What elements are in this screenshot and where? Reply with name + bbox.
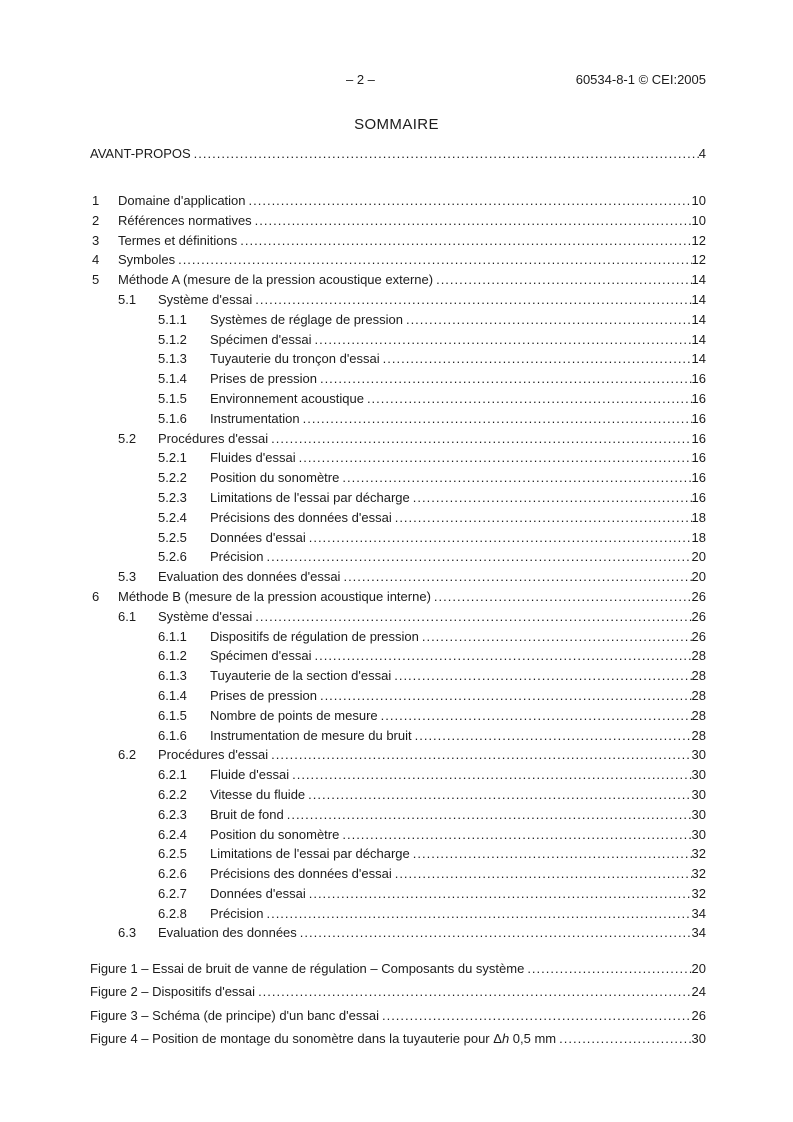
toc-entry xyxy=(90,706,706,726)
toc-entry-label: Domaine d'application xyxy=(118,193,246,208)
toc-front-matter xyxy=(90,144,706,164)
toc-entry xyxy=(90,349,706,369)
toc-entry-page: 16 xyxy=(691,450,706,466)
toc-figure-label xyxy=(90,957,524,980)
dot-leader xyxy=(434,587,692,607)
toc-entry-page: 14 xyxy=(691,331,706,347)
toc-entry-page: 10 xyxy=(691,193,706,208)
toc-figure-page: 20 xyxy=(691,961,706,976)
toc-figure-page: 24 xyxy=(691,984,706,1000)
dot-leader xyxy=(395,508,692,528)
toc-entry xyxy=(90,468,706,488)
dot-leader xyxy=(342,468,691,488)
toc-entry-label: Systèmes de réglage de pression xyxy=(210,311,403,327)
toc-entry xyxy=(90,508,706,528)
toc-entry xyxy=(90,686,706,706)
toc-entry-page: 26 xyxy=(691,628,706,644)
toc-entry-label: Système d'essai xyxy=(158,291,253,307)
dot-leader xyxy=(194,144,699,164)
toc-entry-label: Précisions des données d'essai xyxy=(210,866,392,882)
toc-entry xyxy=(90,488,706,508)
toc-entry-number: 6.2.7 xyxy=(158,885,187,901)
toc-entry-label: Méthode B (mesure de la pression acoustique interne) xyxy=(118,588,431,604)
toc-entry-page: 16 xyxy=(691,390,706,406)
dot-leader xyxy=(320,686,692,706)
toc-entry-page: 10 xyxy=(691,212,706,228)
toc-figure-label-part: Figure 1 – Essai de bruit de vanne de régulation – Composants du système xyxy=(90,961,525,976)
toc-entry xyxy=(90,884,706,904)
dot-leader xyxy=(415,726,692,746)
toc-entry-page: 32 xyxy=(691,866,706,882)
dot-leader xyxy=(436,270,691,290)
dot-leader xyxy=(271,429,691,449)
toc-entry-label: Spécimen d'essai xyxy=(210,648,312,664)
toc-entry xyxy=(90,310,706,330)
toc-entry-label: Symboles xyxy=(118,252,176,268)
toc-entry-label: Fluide d'essai xyxy=(210,767,290,783)
page-title: SOMMAIRE xyxy=(354,116,439,133)
dot-leader xyxy=(559,1027,691,1050)
toc-figure-label xyxy=(90,1027,556,1050)
toc-entry-number: 6.1.3 xyxy=(158,668,187,684)
toc-entry-number: 5.1.1 xyxy=(158,311,187,327)
toc-entry-number: 6.3 xyxy=(118,925,137,941)
toc-figure-label xyxy=(90,1004,379,1027)
toc-figure-page: 30 xyxy=(691,1031,706,1047)
toc-entry-number: 5.2.4 xyxy=(158,509,187,525)
toc-entry-page: 28 xyxy=(691,668,706,684)
toc-entry-number: 5.2.5 xyxy=(158,529,187,545)
toc-entry-page: 30 xyxy=(691,806,706,822)
toc-entry xyxy=(90,250,706,270)
toc-entry xyxy=(90,547,706,567)
toc-entry-number: 6.1.5 xyxy=(158,707,187,723)
toc-figure-entry xyxy=(90,957,706,980)
toc-entry xyxy=(90,627,706,647)
toc-entry-page: 16 xyxy=(691,470,706,486)
toc-entry-number: 6.1.1 xyxy=(158,628,187,644)
toc-figure-label-part: h xyxy=(501,1031,510,1047)
toc-entry-page: 14 xyxy=(691,272,706,288)
toc-entry-page: 14 xyxy=(691,291,706,307)
toc-entry-label: Position du sonomètre xyxy=(210,826,340,842)
toc-entry-label: Prises de pression xyxy=(210,687,317,703)
dot-leader xyxy=(343,567,691,587)
toc-entry-label: Spécimen d'essai xyxy=(210,331,312,347)
toc-entry-number: 6.1.2 xyxy=(158,648,187,664)
toc-entry-label: Procédures d'essai xyxy=(158,747,269,763)
toc-entry xyxy=(90,231,706,251)
toc-entry-number: 6 xyxy=(92,588,100,604)
toc-entry-label: Evaluation des données d'essai xyxy=(158,569,341,585)
dot-leader xyxy=(271,745,691,765)
toc-entry-page: 14 xyxy=(691,311,706,327)
toc-entry-number: 6.2.5 xyxy=(158,846,187,862)
dot-leader xyxy=(527,957,691,980)
toc-entry xyxy=(90,785,706,805)
dot-leader xyxy=(292,765,691,785)
toc-entry xyxy=(90,429,706,449)
toc-entry-label: Evaluation des données xyxy=(158,925,297,941)
toc-entry xyxy=(90,409,706,429)
page-number: – 2 – xyxy=(346,72,375,87)
toc-entry-number: 6.1 xyxy=(118,608,137,624)
toc-entry-number: 6.1.4 xyxy=(158,687,187,703)
toc-figure-label-part: Figure 3 – Schéma (de principe) d'un banc d'essai xyxy=(90,1007,379,1023)
toc-entry-label: Données d'essai xyxy=(210,529,306,545)
toc-entry-label: Dispositifs de régulation de pression xyxy=(210,628,419,644)
toc-entry-label: Prises de pression xyxy=(210,371,317,387)
dot-leader xyxy=(255,607,691,627)
dot-leader xyxy=(394,666,691,686)
toc-entry-number: 5.2 xyxy=(118,430,137,446)
toc-entry-number: 6.2.6 xyxy=(158,866,187,882)
dot-leader xyxy=(240,231,691,251)
toc-entry-label: Précisions des données d'essai xyxy=(210,509,392,525)
toc-entry-number: 1 xyxy=(92,193,100,208)
toc-entry-number: 5.1.4 xyxy=(158,371,187,387)
toc-figure-label-part: Figure 2 – Dispositifs d'essai xyxy=(90,984,256,1000)
toc-entry-label: Tuyauterie du tronçon d'essai xyxy=(210,351,380,367)
toc-entry-number: 5.2.3 xyxy=(158,489,187,505)
toc-entry-number: 5.2.2 xyxy=(158,470,187,486)
toc-entry-page: 16 xyxy=(691,430,706,446)
toc-entry-label: Limitations de l'essai par décharge xyxy=(210,489,410,505)
toc-entry xyxy=(90,844,706,864)
dot-leader xyxy=(342,825,691,845)
toc-entry-number: 5.1.6 xyxy=(158,410,187,426)
toc-entry xyxy=(90,904,706,924)
dot-leader xyxy=(266,547,691,567)
toc-entry-label: Procédures d'essai xyxy=(158,430,269,446)
toc-entry-page: 34 xyxy=(691,925,706,941)
toc-entry-label: Références normatives xyxy=(118,212,252,228)
dot-leader xyxy=(413,844,692,864)
toc-figure-entry xyxy=(90,1004,706,1027)
toc-entry-page: 32 xyxy=(691,885,706,901)
toc-entry-number: 4 xyxy=(92,252,100,268)
toc-entry-label: Limitations de l'essai par décharge xyxy=(210,846,410,862)
toc-entry xyxy=(90,330,706,350)
toc-entry-page: 32 xyxy=(691,846,706,862)
toc-entry-page: 28 xyxy=(691,687,706,703)
toc-entry-label: Méthode A (mesure de la pression acoustique externe) xyxy=(118,272,434,288)
dot-leader xyxy=(255,211,692,231)
toc-entry-page: 28 xyxy=(691,727,706,743)
toc-entry xyxy=(90,666,706,686)
toc-figure-entry xyxy=(90,980,706,1003)
toc-entry-number: 5.1.5 xyxy=(158,390,187,406)
toc-figure-label-part: Figure 4 – Position de montage du sonomètre dans la tuyauterie pour Δ xyxy=(90,1031,502,1047)
dot-leader xyxy=(406,310,692,330)
toc-entry-label: Environnement acoustique xyxy=(210,390,364,406)
toc-entry xyxy=(90,646,706,666)
toc-entry-page: 26 xyxy=(691,588,706,604)
toc-entry-page: 20 xyxy=(691,549,706,565)
toc-entry-number: 3 xyxy=(92,232,100,248)
dot-leader xyxy=(299,448,692,468)
toc-entry xyxy=(90,270,706,290)
toc-entry-page: 28 xyxy=(691,648,706,664)
toc-entry-page: 30 xyxy=(691,786,706,802)
toc-entry-page: 30 xyxy=(691,747,706,763)
toc-entry-number: 6.2.4 xyxy=(158,826,187,842)
toc-entry-label: Termes et définitions xyxy=(118,232,238,248)
toc-entry-label: Fluides d'essai xyxy=(210,450,296,466)
toc-entry-number: 6.2.1 xyxy=(158,767,187,783)
toc-entry-number: 5 xyxy=(92,272,100,288)
toc-entry-page: 26 xyxy=(691,608,706,624)
toc-entry-number: 5.1.2 xyxy=(158,331,187,347)
toc-entry-label: Système d'essai xyxy=(158,608,253,624)
toc-entry-number: 2 xyxy=(92,212,100,228)
toc-entry-avant-propos xyxy=(90,144,706,164)
toc-entry-label: Précision xyxy=(210,549,264,565)
dot-leader xyxy=(413,488,692,508)
dot-leader xyxy=(309,528,692,548)
toc-entry-list xyxy=(90,191,706,943)
toc-figure-label-part: 0,5 mm xyxy=(509,1031,557,1047)
dot-leader xyxy=(255,290,691,310)
toc-entry-label: Précision xyxy=(210,905,264,921)
toc-entry xyxy=(90,745,706,765)
toc-entry-number: 5.2.1 xyxy=(158,450,187,466)
toc-entry-page: 18 xyxy=(691,529,706,545)
toc-entry-number: 6.2.3 xyxy=(158,806,187,822)
toc-entry xyxy=(90,528,706,548)
toc-entry-number: 6.1.6 xyxy=(158,727,187,743)
dot-leader xyxy=(178,250,691,270)
dot-leader xyxy=(300,923,692,943)
toc-entry-page: 30 xyxy=(691,826,706,842)
toc-entry xyxy=(90,389,706,409)
toc-figure-page: 26 xyxy=(691,1007,706,1023)
toc-entry xyxy=(90,211,706,231)
dot-leader xyxy=(309,884,692,904)
toc-entry-number: 6.2.2 xyxy=(158,786,187,802)
toc-entry-page: 28 xyxy=(691,707,706,723)
toc-entry xyxy=(90,923,706,943)
toc-entry-page: 34 xyxy=(691,905,706,921)
toc-entry xyxy=(90,587,706,607)
dot-leader xyxy=(303,409,692,429)
toc-entry xyxy=(90,864,706,884)
toc-entry xyxy=(90,726,706,746)
toc-entry xyxy=(90,805,706,825)
toc-entry-page: 16 xyxy=(691,371,706,387)
toc-entry-page: 12 xyxy=(691,232,706,248)
page-header xyxy=(0,72,706,88)
dot-leader xyxy=(382,1004,692,1027)
toc-entry-page: 16 xyxy=(691,410,706,426)
toc-entry-label: Instrumentation de mesure du bruit xyxy=(210,727,412,743)
toc-entry-label: Tuyauterie de la section d'essai xyxy=(210,668,392,684)
dot-leader xyxy=(383,349,692,369)
toc-entry-page: 18 xyxy=(691,509,706,525)
toc-entry-page: 20 xyxy=(691,569,706,585)
dot-leader xyxy=(314,646,691,666)
toc-entry-number: 5.3 xyxy=(118,569,137,585)
toc-entry xyxy=(90,765,706,785)
toc-entry xyxy=(90,567,706,587)
dot-leader xyxy=(367,389,692,409)
toc-entry-page: 4 xyxy=(698,146,706,161)
toc-entry xyxy=(90,369,706,389)
toc-entry-page: 16 xyxy=(691,489,706,505)
toc-entry xyxy=(90,290,706,310)
toc-figure-label xyxy=(90,980,255,1003)
toc-entry-label: Vitesse du fluide xyxy=(210,786,306,802)
toc-entry-number: 5.1.3 xyxy=(158,351,187,367)
toc-figure-list xyxy=(90,957,706,1051)
dot-leader xyxy=(381,706,692,726)
toc-entry-number: 5.2.6 xyxy=(158,549,187,565)
dot-leader xyxy=(258,980,691,1003)
toc-entry-label: Instrumentation xyxy=(210,410,300,426)
toc-entry-number: 5.1 xyxy=(118,291,137,307)
dot-leader xyxy=(249,191,692,211)
toc-entry-label: Position du sonomètre xyxy=(210,470,340,486)
toc-entry-page: 30 xyxy=(691,767,706,783)
toc-entry-number: 6.2.8 xyxy=(158,905,187,921)
dot-leader xyxy=(314,330,691,350)
dot-leader xyxy=(266,904,691,924)
dot-leader xyxy=(320,369,692,389)
toc-figure-entry xyxy=(90,1027,706,1050)
toc-entry-label: AVANT-PROPOS xyxy=(90,146,191,161)
toc-entry xyxy=(90,607,706,627)
toc-entry-number: 6.2 xyxy=(118,747,137,763)
dot-leader xyxy=(422,627,692,647)
toc-entry-label: Nombre de points de mesure xyxy=(210,707,378,723)
toc-entry-page: 12 xyxy=(691,252,706,268)
dot-leader xyxy=(308,785,691,805)
dot-leader xyxy=(395,864,692,884)
toc-entry xyxy=(90,191,706,211)
dot-leader xyxy=(287,805,692,825)
toc-entry-label: Données d'essai xyxy=(210,885,306,901)
toc-entry-label: Bruit de fond xyxy=(210,806,284,822)
document-reference: 60534-8-1 © CEI:2005 xyxy=(575,72,706,87)
toc-entry xyxy=(90,825,706,845)
toc-entry-page: 14 xyxy=(691,351,706,367)
toc-entry xyxy=(90,448,706,468)
